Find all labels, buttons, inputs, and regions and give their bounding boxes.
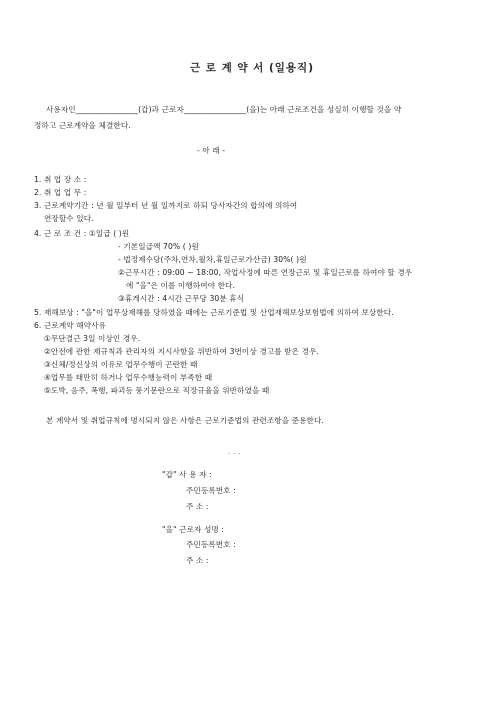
item-period: 3. 근로계약기간 : 년 월 일부터 년 월 일까지로 하되 당사자간의 합의에 의하여 xyxy=(34,201,298,210)
item-work-hours: ②근무시간 : 09:00 ~ 18:00, 작업사정에 따른 연장근로 및 휴일근로를 하여야 할 경우 xyxy=(118,268,413,277)
closing-statement: 본 계약서 및 취업규칙에 명시되지 않은 사항은 근로기준법의 관련조항을 준용한다. xyxy=(46,416,324,425)
item-compensation: 5. 재해보상 : "을"이 업무상재해를 당하였을 때에는 근로기준법 및 산업재해보상보험법에 의하여 보상한다. xyxy=(34,308,394,317)
item-allowance: - 법정제수당(주차,연차,월차,휴일근로가산금) 30%( )원 xyxy=(118,255,307,264)
termination-reason-5: ⑤도박, 음주, 폭행, 파괴등 풍기문란으로 직장규율을 위반하였을 때 xyxy=(44,386,270,395)
termination-reason-3: ③신체/정신상의 이유로 업무수행이 곤란한 때 xyxy=(44,360,198,369)
item-work-hours-cont: 에 "을"은 이를 이행하여야 한다. xyxy=(126,281,235,290)
worker-address: 주 소 : xyxy=(186,556,209,565)
worker-label: "을" 근로자 성명 : xyxy=(162,525,224,534)
employer-label: "갑" 사 용 자 : xyxy=(162,470,212,479)
item-termination: 6. 근로계약 해약사유 xyxy=(34,321,106,330)
termination-reason-1: ①무단결근 3일 이상인 경우. xyxy=(44,334,141,343)
intro-line-2: 정하고 근로계약을 체결한다. xyxy=(34,121,131,130)
item-period-cont: 연장할수 있다. xyxy=(44,214,94,223)
item-duty: 2. 취 업 업 무 : xyxy=(34,188,87,197)
section-separator: - 아 래 - xyxy=(197,146,226,155)
item-workplace: 1. 취 업 장 소 : xyxy=(34,175,87,184)
termination-reason-4: ④업무를 태만히 하거나 업무수행능력이 부족한 때 xyxy=(44,373,213,382)
worker-id: 주민등록번호 : xyxy=(186,540,236,549)
termination-reason-2: ②안전에 관한 제규칙과 관리자의 지시사항을 위반하여 3번이상 경고를 받은 경우. xyxy=(44,347,319,356)
employer-address: 주 소 : xyxy=(186,502,209,511)
document-title: 근 로 계 약 서 (일용직) xyxy=(189,62,315,74)
item-break-time: ③휴게시간 : 4시간 근무당 30분 휴식 xyxy=(118,294,245,303)
intro-line-1: 사용자인________________(갑)과 근로자________________(을)는 아래 근로조건을 성실히 이행할 것을 약 xyxy=(46,105,402,114)
item-base-wage: - 기본일급액 70% ( )원 xyxy=(118,242,199,251)
employer-id: 주민등록번호 : xyxy=(186,486,236,495)
item-conditions: 4. 근 로 조 건 : ①일급 ( )원 xyxy=(34,229,130,238)
date-marks: . . . xyxy=(228,447,241,456)
